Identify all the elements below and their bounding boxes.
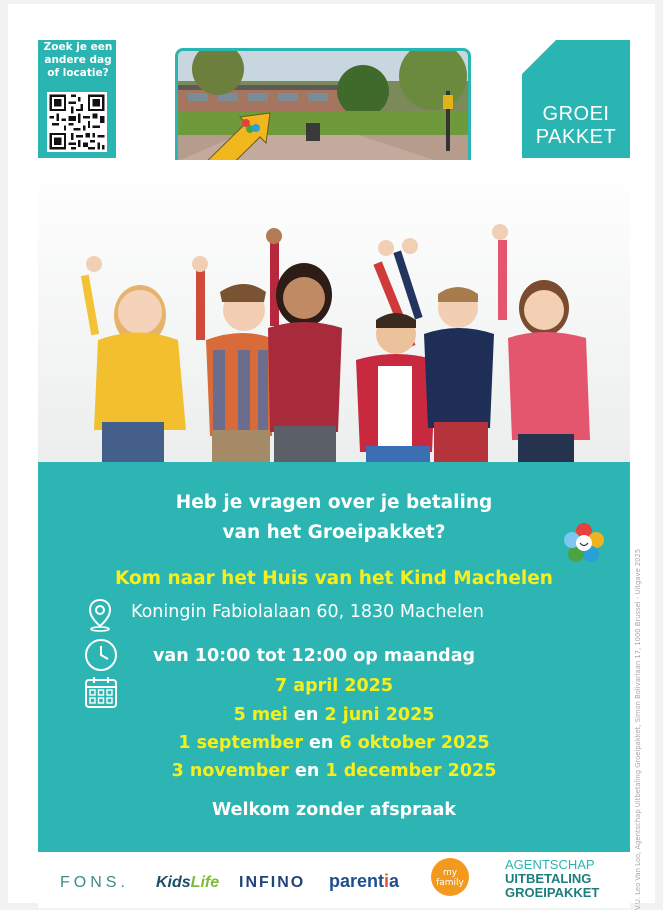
date-value: 5 mei	[233, 705, 288, 725]
flyer	[38, 40, 630, 908]
clock-icon	[84, 638, 118, 676]
qr-prompt-line: of locatie?	[47, 67, 109, 79]
date-value: 2 juni 2025	[324, 705, 435, 725]
date-line	[38, 705, 630, 725]
kidslife-logo	[156, 874, 219, 892]
parentia-i: i	[384, 871, 390, 891]
date-value: 3 november	[171, 761, 289, 781]
date-line	[38, 676, 630, 696]
infino-logo: INFINO	[239, 874, 306, 891]
date-line	[38, 761, 630, 781]
myfamily-logo	[431, 858, 469, 896]
date-value: 1 september	[178, 733, 303, 753]
date-value: 7 april 2025	[274, 676, 394, 696]
welcome-line	[38, 800, 630, 820]
fons-logo: FONS.	[60, 874, 129, 891]
agency-line: AGENTSCHAP	[505, 857, 595, 872]
agency-logo	[505, 858, 599, 900]
brand-line: PAKKET	[535, 126, 617, 148]
qr-panel	[38, 40, 116, 158]
info-panel	[38, 462, 630, 852]
date-connector: en	[302, 733, 340, 753]
welcome-text: Welkom zonder afspraak	[211, 800, 457, 820]
question-line: Heb je vragen over je betaling	[175, 492, 493, 513]
myfamily-line: family	[436, 878, 464, 888]
lion-icon	[608, 44, 640, 66]
date-connector: en	[288, 761, 326, 781]
qr-prompt	[42, 41, 114, 80]
kidslife-kids: Kids	[156, 874, 191, 891]
flower-logo-icon	[564, 523, 604, 567]
date-value: 1 december 2025	[325, 761, 497, 781]
hours-value: van 10:00 tot 12:00 op maandag	[153, 646, 476, 666]
parentia-logo	[329, 871, 399, 892]
hours-text	[153, 646, 475, 666]
qr-prompt-line: Zoek je een	[43, 41, 113, 53]
date-line	[38, 733, 630, 753]
brand-corner	[522, 40, 556, 74]
publisher-note-text: V.U. Leo Van Loo, Agentschap Uitbetaling Groeipakket, Simon Bolivarlaan 17, 1000 Brussel - Uitgave 2025	[634, 548, 642, 910]
brand-line: GROEI	[542, 103, 610, 125]
question-line: van het Groeipakket?	[222, 522, 446, 543]
location-pin-icon	[88, 598, 112, 636]
agency-line: GROEIPAKKET	[505, 885, 600, 900]
location-title: Kom naar het Huis van het Kind Machelen	[115, 568, 553, 589]
children-photo	[38, 160, 630, 462]
kidslife-life: Life	[190, 874, 220, 891]
agency-line: UITBETALING	[505, 871, 592, 886]
qr-code-icon[interactable]	[47, 92, 107, 152]
parentia-part: parent	[329, 871, 385, 891]
publisher-note	[634, 480, 644, 910]
qr-prompt-line: andere dag	[44, 54, 112, 66]
date-connector: en	[287, 705, 325, 725]
address-text: Koningin Fabiolalaan 60, 1830 Machelen	[131, 602, 484, 622]
myfamily-line: my	[442, 868, 458, 878]
parentia-a: a	[389, 871, 400, 891]
footer-logos	[38, 852, 630, 908]
date-value: 6 oktober 2025	[339, 733, 490, 753]
